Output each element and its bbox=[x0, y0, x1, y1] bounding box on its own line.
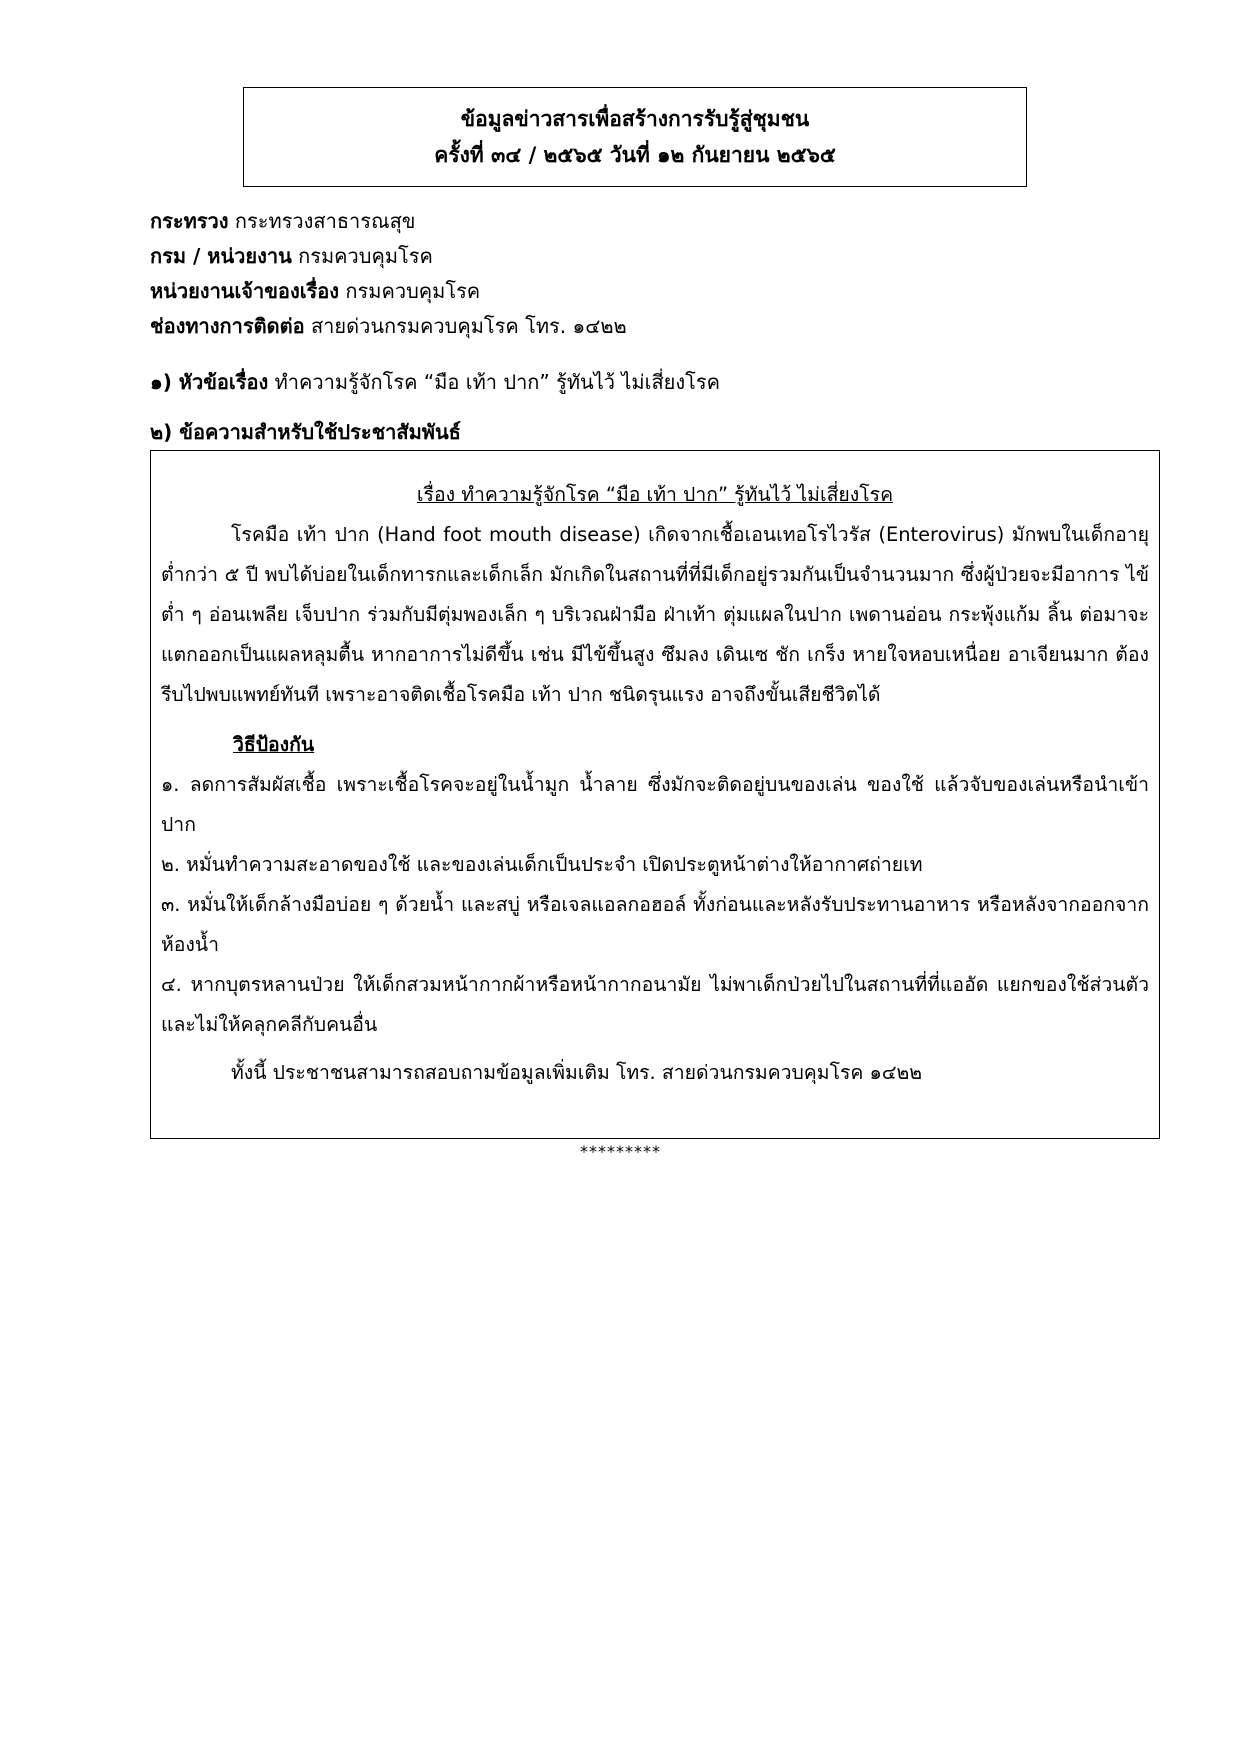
prevention-item-text: ๒. หมั่นทำความสะอาดของใช้ และของเล่นเด็กเป็นประจำ เปิดประตูหน้าต่างให้อากาศถ่ายเท bbox=[161, 853, 923, 876]
header-line-2: ครั้งที่ ๓๔ / ๒๕๖๕ วันที่ ๑๒ กันยายน ๒๕๖๕ bbox=[434, 143, 836, 167]
topic-label: ๑) หัวข้อเรื่อง bbox=[150, 370, 269, 394]
contact-label: ช่องทางการติดต่อ bbox=[150, 314, 305, 338]
owner-label: หน่วยงานเจ้าของเรื่อง bbox=[150, 279, 340, 303]
prevention-item bbox=[161, 765, 1149, 845]
meta-block bbox=[150, 204, 627, 344]
topic-row bbox=[150, 364, 720, 400]
pr-body-text: โรคมือ เท้า ปาก (Hand foot mouth disease) เกิดจากเชื้อเอนเทอโรไวรัส (Enterovirus) มักพบในเด็กอายุต่ำกว่า ๕ ปี พบได้บ่อยในเด็กทารกและเด็กเล็ก มักเกิดในสถานที่ที่มีเด็กอยู่รวมกันเป็นจำนวนมาก ซึ่งผู้ป่วยจะมีอาการ ไข้ต่ำ ๆ อ่อนเพลีย เจ็บปาก ร่วมกับมีตุ่มพองเล็ก ๆ บริเวณฝ่ามือ ฝ่าเท้า ตุ่มแผลในปาก เพดานอ่อน กระพุ้งแก้ม ลิ้น ต่อมาจะแตกออกเป็นแผลหลุมตื้น หากอาการไม่ดีขึ้น เช่น มีไข้ขึ้นสูง ซึมลง เดินเซ ชัก เกร็ง หายใจหอบเหนื่อย อาเจียนมาก ต้องรีบไปพบแพทย์ทันที เพราะอาจติดเชื้อโรคมือ เท้า ปาก ชนิดรุนแรง อาจถึงขั้นเสียชีวิตได้ bbox=[161, 523, 1149, 706]
prevention-title: วิธีป้องกัน bbox=[233, 733, 315, 756]
pr-body bbox=[161, 515, 1149, 715]
pr-box bbox=[150, 450, 1160, 1139]
prevention-item-text: ๑. ลดการสัมผัสเชื้อ เพราะเชื้อโรคจะอยู่ในน้ำมูก น้ำลาย ซึ่งมักจะติดอยู่บนของเล่น ของใช้ แล้วจับของเล่นหรือนำเข้าปาก bbox=[161, 773, 1149, 836]
pr-title: เรื่อง ทำความรู้จักโรค “มือ เท้า ปาก” รู้ทันไว้ ไม่เสี่ยงโรค bbox=[416, 483, 894, 506]
ministry-label: กระทรวง bbox=[150, 209, 229, 233]
prevention-item-text: ๔. หากบุตรหลานป่วย ให้เด็กสวมหน้ากากผ้าหรือหน้ากากอนามัย ไม่พาเด็กป่วยไปในสถานที่ที่แออัด แยกของใช้ส่วนตัวและไม่ให้คลุกคลีกับคนอื่น bbox=[161, 973, 1149, 1036]
header-line-1: ข้อมูลข่าวสารเพื่อสร้างการรับรู้สู่ชุมชน bbox=[460, 107, 810, 131]
closing-text: ทั้งนี้ ประชาชนสามารถสอบถามข้อมูลเพิ่มเติม โทร. สายด่วนกรมควบคุมโรค ๑๔๒๒ bbox=[231, 1061, 923, 1084]
prevention-item bbox=[161, 885, 1149, 965]
meta-department bbox=[150, 239, 627, 274]
prevention-item bbox=[161, 845, 1149, 885]
header-box bbox=[243, 87, 1027, 187]
closing-line bbox=[161, 1053, 1149, 1093]
meta-contact bbox=[150, 309, 627, 344]
end-mark: ********* bbox=[580, 1142, 661, 1161]
ministry-value: กระทรวงสาธารณสุข bbox=[234, 209, 416, 233]
contact-value: สายด่วนกรมควบคุมโรค โทร. ๑๔๒๒ bbox=[310, 314, 627, 338]
topic-value: ทำความรู้จักโรค “มือ เท้า ปาก” รู้ทันไว้ ไม่เสี่ยงโรค bbox=[274, 370, 721, 394]
department-value: กรมควบคุมโรค bbox=[298, 244, 433, 268]
department-label: กรม / หน่วยงาน bbox=[150, 244, 292, 268]
meta-ministry bbox=[150, 204, 627, 239]
prevention-item-text: ๓. หมั่นให้เด็กล้างมือบ่อย ๆ ด้วยน้ำ และสบู่ หรือเจลแอลกอฮอล์ ทั้งก่อนและหลังรับประทานอาหาร หรือหลังจากออกจากห้องน้ำ bbox=[161, 893, 1149, 956]
prevention-item bbox=[161, 965, 1149, 1045]
meta-owner bbox=[150, 274, 627, 309]
pr-section-label: ๒) ข้อความสำหรับใช้ประชาสัมพันธ์ bbox=[150, 420, 461, 444]
owner-value: กรมควบคุมโรค bbox=[345, 279, 481, 303]
